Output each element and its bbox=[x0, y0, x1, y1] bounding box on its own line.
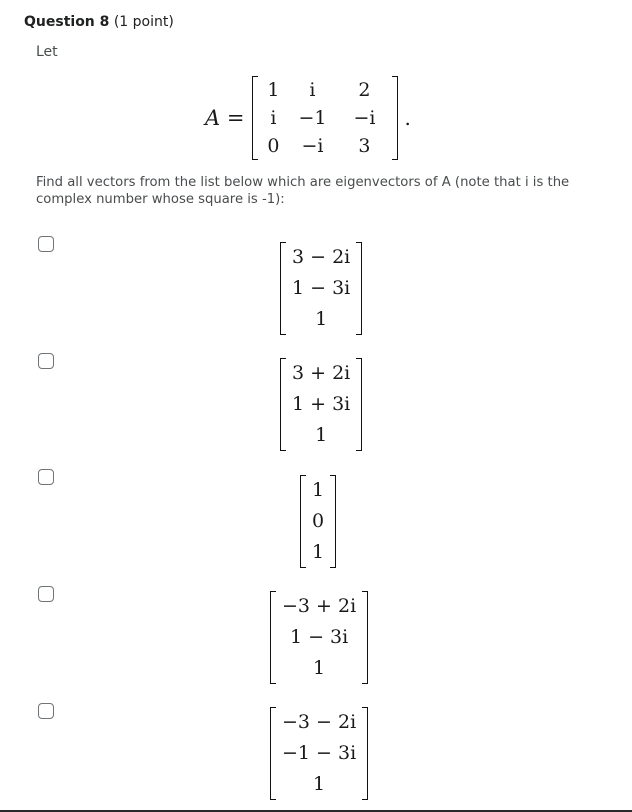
vector-entry: 1 bbox=[315, 424, 328, 446]
option-vector-4 bbox=[270, 591, 368, 684]
vector-entry: 1 − 3i bbox=[292, 277, 351, 299]
vector-entry: 3 − 2i bbox=[292, 246, 351, 268]
matrix-a-cell: −i bbox=[301, 135, 324, 157]
question-prompt bbox=[36, 174, 596, 208]
option-vector-2 bbox=[280, 358, 362, 451]
period: . bbox=[404, 106, 411, 130]
matrix-a-cell: −i bbox=[353, 107, 376, 129]
option-checkbox-5[interactable] bbox=[38, 703, 54, 719]
matrix-a-cell: 0 bbox=[267, 135, 280, 157]
vector-entry: −3 − 2i bbox=[282, 711, 357, 733]
prompt-line: Find all vectors from the list below which are eigenvectors of A (note that i is the bbox=[36, 175, 570, 190]
equals-sign: = bbox=[226, 106, 245, 130]
question-header bbox=[24, 14, 174, 30]
option-checkbox-1[interactable] bbox=[38, 236, 54, 252]
vector-entry: 1 bbox=[315, 308, 328, 330]
matrix-a-cell: 3 bbox=[358, 135, 371, 157]
vector-entry: −1 − 3i bbox=[282, 742, 357, 764]
question-points: (1 point) bbox=[113, 14, 174, 30]
matrix-a-cell: i bbox=[309, 79, 316, 101]
vector-entry: 1 bbox=[313, 657, 326, 679]
option-checkbox-4[interactable] bbox=[38, 586, 54, 602]
option-vector-5 bbox=[270, 707, 368, 800]
vector-entry: 1 + 3i bbox=[292, 393, 351, 415]
vector-entry: 1 bbox=[312, 541, 325, 563]
matrix-lhs bbox=[205, 106, 244, 130]
question-number: Question 8 bbox=[24, 14, 110, 30]
vector-entry: 1 − 3i bbox=[289, 626, 349, 648]
matrix-a-cell: 1 bbox=[267, 79, 280, 101]
matrix-a-cell: 2 bbox=[358, 79, 371, 101]
matrix-a bbox=[252, 76, 398, 160]
option-vector-3 bbox=[300, 475, 336, 568]
vector-entry: 1 bbox=[312, 479, 325, 501]
option-checkbox-2[interactable] bbox=[38, 353, 54, 369]
vector-entry: 3 + 2i bbox=[292, 362, 351, 384]
vector-entry: 0 bbox=[312, 510, 325, 532]
option-checkbox-3[interactable] bbox=[38, 469, 54, 485]
matrix-name: A bbox=[205, 106, 221, 130]
vector-entry: −3 + 2i bbox=[282, 595, 357, 617]
matrix-definition bbox=[205, 76, 411, 160]
prompt-line: complex number whose square is -1): bbox=[36, 192, 285, 207]
option-vector-1 bbox=[280, 242, 362, 335]
let-label: Let bbox=[36, 44, 58, 60]
vector-entry: 1 bbox=[313, 773, 326, 795]
matrix-a-cell: −1 bbox=[298, 107, 327, 129]
matrix-a-cell: i bbox=[270, 107, 277, 129]
